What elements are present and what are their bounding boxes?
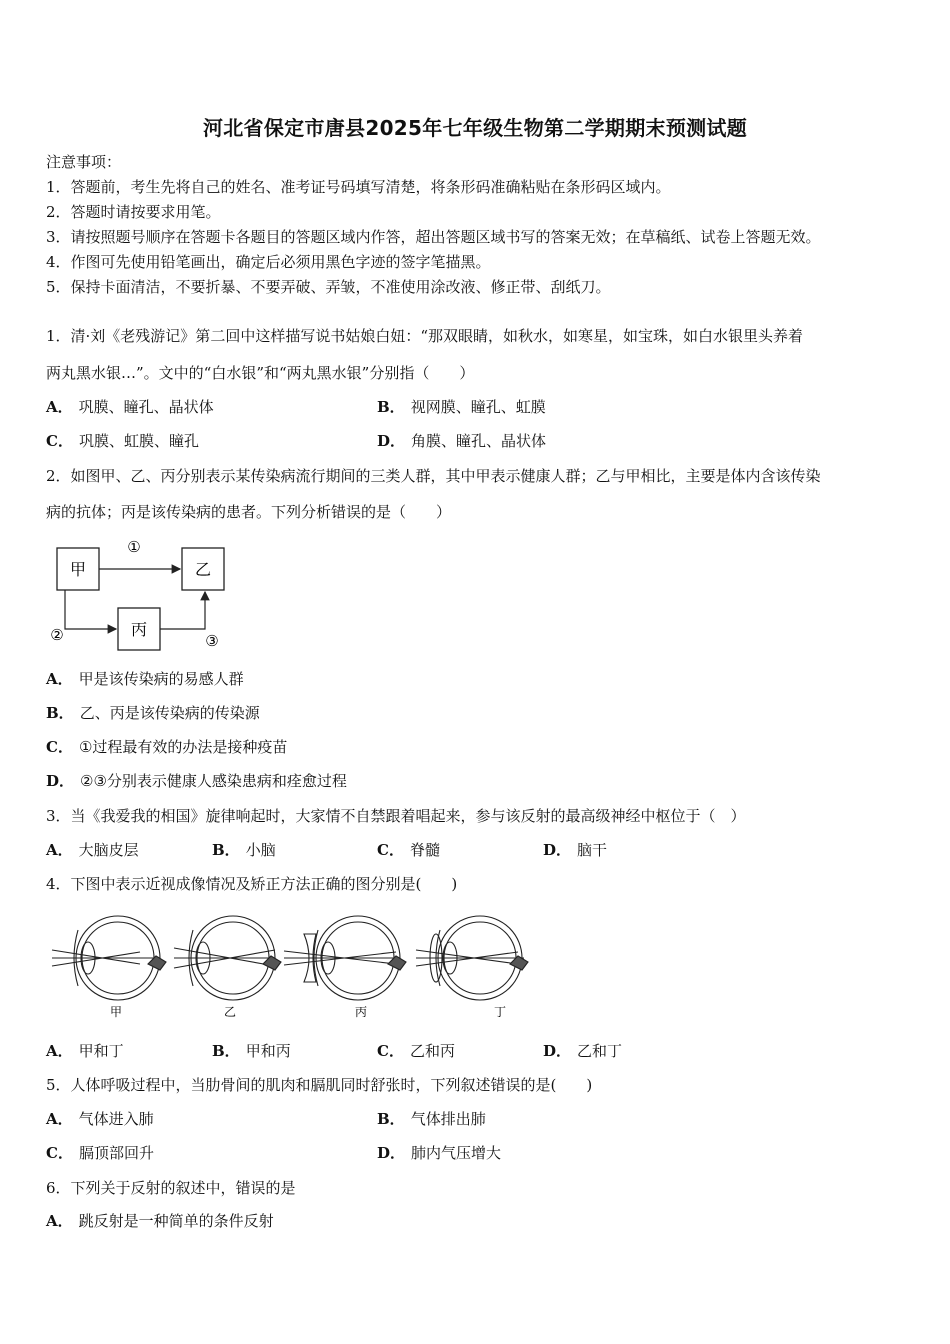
question-6-option-a[interactable]: A． 跳反射是一种简单的条件反射 (46, 1212, 274, 1230)
question-3-option-a[interactable]: A． 大脑皮层 (46, 841, 139, 859)
question-3-option-b[interactable]: B． 小脑 (212, 841, 276, 859)
question-3-option-d[interactable]: D． 脑干 (543, 841, 608, 859)
eye-label-ding: 丁 (493, 1005, 507, 1019)
eye-jia (52, 916, 166, 1000)
question-4-option-b[interactable]: B． 甲和丙 (212, 1042, 291, 1060)
eye-yi (174, 916, 281, 1000)
question-2-stem: 病的抗体；丙是该传染病的患者。下列分析错误的是（ ） (46, 503, 452, 521)
question-5-option-c[interactable]: C． 膈顶部回升 (46, 1144, 154, 1162)
arrow-2 (65, 590, 116, 629)
question-2-option-c[interactable]: C． ①过程最有效的办法是接种疫苗 (46, 738, 288, 756)
eye-imaging-figure (48, 908, 558, 1026)
question-2-option-d[interactable]: D． ②③分别表示健康人感染患病和痊愈过程 (46, 772, 347, 790)
arrow-3 (160, 592, 205, 629)
arrow-1-label: ① (127, 538, 141, 556)
eye-label-yi: 乙 (223, 1005, 237, 1019)
arrow-3-label: ③ (205, 632, 219, 650)
population-transition-diagram (45, 534, 240, 654)
question-4-option-d[interactable]: D． 乙和丁 (543, 1042, 623, 1060)
question-5-option-a[interactable]: A． 气体进入肺 (46, 1110, 154, 1128)
box-bing-label: 丙 (130, 620, 148, 639)
box-yi-label: 乙 (194, 560, 212, 579)
question-1-stem: 两丸黑水银…”。文中的“白水银”和“两丸黑水银”分别指（ ） (46, 364, 475, 382)
question-5-option-b[interactable]: B． 气体排出肺 (377, 1110, 486, 1128)
question-1-option-a[interactable]: A． 巩膜、瞳孔、晶状体 (46, 398, 214, 416)
question-2-option-a[interactable]: A． 甲是该传染病的易感人群 (46, 670, 244, 688)
question-1-option-c[interactable]: C． 巩膜、虹膜、瞳孔 (46, 432, 199, 450)
question-5-option-d[interactable]: D． 肺内气压增大 (377, 1144, 502, 1162)
eye-label-bing: 丙 (354, 1005, 368, 1019)
arrow-2-label: ② (50, 626, 64, 644)
question-4-option-a[interactable]: A． 甲和丁 (46, 1042, 124, 1060)
notice-item: 4．作图可先使用铅笔画出，确定后必须用黑色字迹的签字笔描黑。 (46, 253, 491, 271)
notice-item: 1．答题前，考生先将自己的姓名、准考证号码填写清楚，将条形码准确粘贴在条形码区域内。 (46, 178, 671, 196)
notice-heading: 注意事项： (46, 153, 122, 171)
page-title: 河北省保定市唐县2025年七年级生物第二学期期末预测试题 (202, 116, 748, 140)
notice-item: 2．答题时请按要求用笔。 (46, 203, 221, 221)
question-2-stem: 2．如图甲、乙、丙分别表示某传染病流行期间的三类人群，其中甲表示健康人群；乙与甲相比，主要是体内含该传染 (46, 467, 821, 485)
question-1-stem: 1．清·刘《老残游记》第二回中这样描写说书姑娘白妞：“那双眼睛，如秋水，如寒星，如宝珠，如白水银里头养着 (46, 327, 803, 345)
question-1-option-d[interactable]: D． 角膜、瞳孔、晶状体 (377, 432, 547, 450)
eye-bing (284, 916, 406, 1000)
eye-ding (416, 916, 528, 1000)
notice-item: 3．请按照题号顺序在答题卡各题目的答题区域内作答，超出答题区域书写的答案无效；在草稿纸、试卷上答题无效。 (46, 228, 821, 246)
question-6-stem: 6．下列关于反射的叙述中，错误的是 (46, 1179, 296, 1197)
question-4-option-c[interactable]: C． 乙和丙 (377, 1042, 455, 1060)
eye-label-jia: 甲 (109, 1005, 123, 1019)
notice-item: 5．保持卡面清洁，不要折暴、不要弄破、弄皱，不准使用涂改液、修正带、刮纸刀。 (46, 278, 611, 296)
question-1-option-b[interactable]: B． 视网膜、瞳孔、虹膜 (377, 398, 546, 416)
question-2-option-b[interactable]: B． 乙、丙是该传染病的传染源 (46, 704, 260, 722)
question-3-stem: 3．当《我爱我的相国》旋律响起时，大家情不自禁跟着唱起来，参与该反射的最高级神经中枢位于（ ） (46, 807, 746, 825)
box-jia-label: 甲 (69, 560, 87, 579)
question-4-stem: 4．下图中表示近视成像情况及矫正方法正确的图分别是( ) (46, 875, 458, 893)
question-5-stem: 5．人体呼吸过程中，当肋骨间的肌肉和膈肌同时舒张时，下列叙述错误的是( ) (46, 1076, 593, 1094)
question-3-option-c[interactable]: C． 脊髓 (377, 841, 440, 859)
